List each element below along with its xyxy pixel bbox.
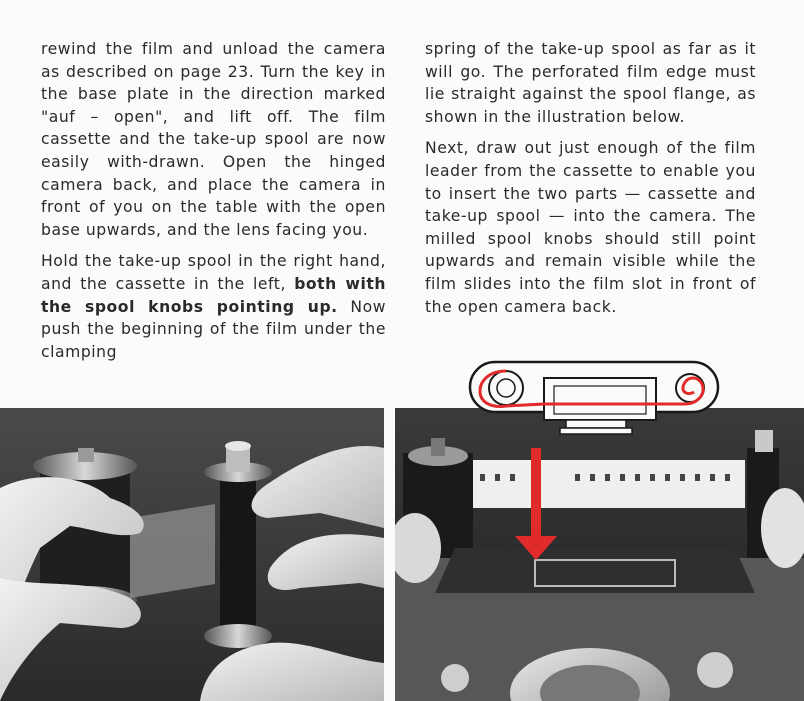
- left-paragraph-2-start: Hold the take-up spool in the right hand, and the cassette in the left,: [41, 252, 386, 293]
- photo-camera-open-base: [395, 408, 804, 701]
- film-path-diagram: [466, 358, 724, 448]
- left-paragraph-2: [41, 250, 386, 363]
- left-paragraph-2-bold: both with the spool knobs pointing up.: [41, 274, 387, 316]
- photo-hands-holding-cassette-and-spool: [0, 408, 384, 701]
- right-paragraph-1: spring of the take-up spool as far as it will go. The perforated film edge must lie straight against the spool flange, as shown in the illustration below.: [425, 40, 756, 126]
- left-text-column: [41, 38, 386, 372]
- left-paragraph-1: rewind the film and unload the camera as described on page 23. Turn the key in the base plate in the direction marked "auf – open", and lift off. The film cassette and the take-up spool are now easily with-drawn. Open the hinged camera back, and place the camera in front of you on the table with the open base upwards, and the lens facing you.: [41, 40, 386, 239]
- right-text-column: [425, 38, 756, 327]
- right-paragraph-2: Next, draw out just enough of the film leader from the cassette to enable you to insert the two parts — cassette and take-up spool — into the camera. The milled spool knobs should still point upwards and remain visible while the film slides into the film slot in front of the open camera back.: [425, 139, 756, 316]
- left-paragraph-2-end: Now push the beginning of the film under the clamping: [41, 297, 386, 361]
